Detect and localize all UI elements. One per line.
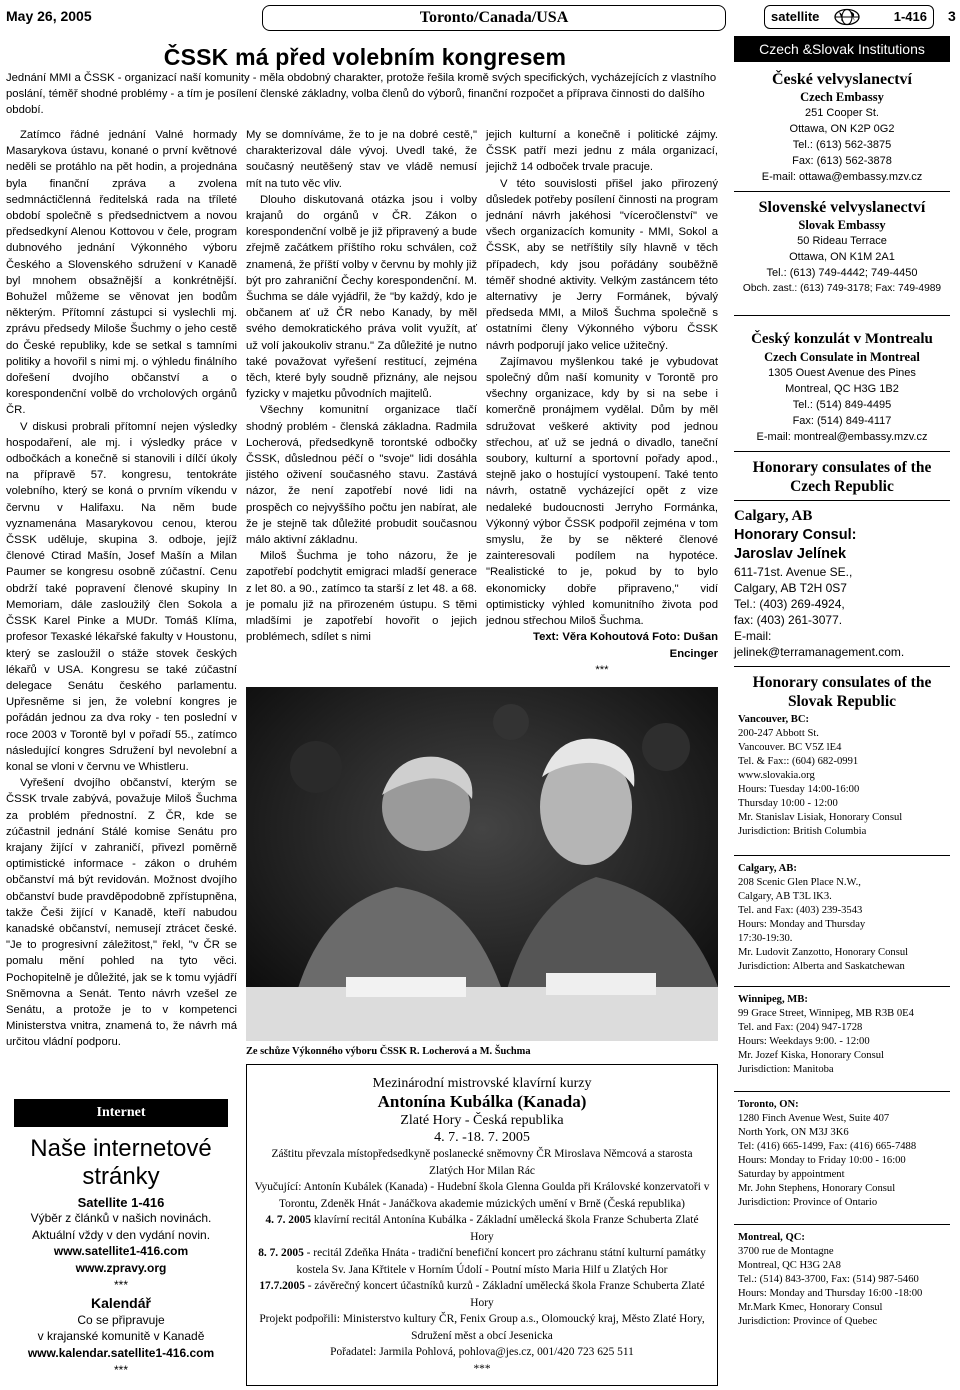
email-line: E-mail: ottawa@embassy.mzv.cz xyxy=(761,171,923,183)
email-label: E-mail: xyxy=(734,629,772,643)
embassy-subtitle: Slovak Embassy xyxy=(798,218,886,232)
ad-patronage: Záštitu převzala místopředsedkyně poslanecké sněmovny ČR Miroslava Němcová a starosta Zlatých Hor Milan Rác xyxy=(271,1148,693,1177)
event-date: 4. 7. 2005 xyxy=(265,1214,312,1226)
ad-organizer: Pořadatel: Jarmila Pohlová, pohlova@jes.cz, 001/420 723 625 511 xyxy=(330,1346,634,1358)
consul-role: Honorary Consul: xyxy=(734,527,857,543)
fax-line: Fax: (613) 562-3878 xyxy=(792,155,892,167)
consul-line: Mr.Mark Kmec, Honorary Consul xyxy=(738,1302,883,1313)
calendar-line: Co se připravuje xyxy=(77,1312,165,1327)
consul-line: 208 Scenic Glen Place N.W., xyxy=(738,877,861,888)
consul-line: 99 Grace Street, Winnipeg, MB R3B 0E4 xyxy=(738,1008,914,1019)
embassy-subtitle: Czech Embassy xyxy=(800,90,884,104)
ad-heading: Mezinárodní mistrovské klavírní kurzy xyxy=(372,1076,592,1091)
consul-line: Tel. and Fax: (403) 239-3543 xyxy=(738,905,863,916)
institutions-banner: Czech &Slovak Institutions xyxy=(734,36,950,62)
brand-number: 1-416 xyxy=(893,9,927,24)
address-line: 251 Cooper St. xyxy=(805,107,879,119)
globe-icon xyxy=(833,8,861,26)
article-column-3 xyxy=(486,127,718,678)
czech-honorary-consul xyxy=(734,507,950,660)
internet-subtitle: Satellite 1-416 xyxy=(77,1195,165,1210)
consul-line: Hours: Monday and Thursday xyxy=(738,919,866,930)
consul-line: Tel.: (514) 843-3700, Fax: (514) 987-5460 xyxy=(738,1274,919,1285)
ad-event-3 xyxy=(253,1278,711,1311)
paragraph: Dlouho diskutovaná otázka jsou i volby krajanů do orgánů v ČR. Zákon o korespondenční volbě je již připravený a bude zřejmě začátkem příštího roku schválen, což znamená, že příští volby v červnu by mohly již být pro zahraniční Čechy korespondenční. M. Šuchma se dále vyjádřil, že "by každý, kdo je občanem ať už ČR nebo Kanady, by měl svého demokratického práva volit využít, ať už volí jakoukoliv stranu." Za důležité je nutno také považovat vyřešení restitucí, zejména těch, které byly soudně přiznány, ale nejsou fyzicky v majetku původních majitelů. xyxy=(246,193,477,401)
issue-date: May 26, 2005 xyxy=(6,8,92,24)
divider xyxy=(734,500,950,501)
fax-line: Fax: (514) 849-4117 xyxy=(792,415,892,427)
ad-dates: 4. 7. -18. 7. 2005 xyxy=(434,1130,530,1145)
consul-line: Mr. John Stephens, Honorary Consul xyxy=(738,1183,896,1194)
consul-line: www.slovakia.org xyxy=(738,770,815,781)
address-line: 611-71st. Avenue SE., xyxy=(734,565,853,579)
separator-stars: *** xyxy=(595,663,609,676)
event-text: - recitál Zdeňka Hnáta - tradiční benefiční koncert pro záchranu státní kulturní památky kostela Sv. Jana Křtitele v Horním Údolí - Poutní místo Maria Hilf u Zlatých Hor xyxy=(296,1247,706,1276)
consulate-subtitle: Czech Consulate in Montreal xyxy=(764,350,920,364)
event-text: - závěrečný koncert účastníků kurzů - Základní umělecká škola Franze Schuberta Zlaté Hory xyxy=(307,1280,705,1309)
phone-line: Tel.: (613) 749-4442; 749-4450 xyxy=(766,267,918,279)
piano-course-ad xyxy=(246,1064,718,1386)
consul-city: Calgary, AB xyxy=(734,508,813,524)
consul-line: 1280 Finch Avenue West, Suite 407 xyxy=(738,1113,890,1124)
consul-city: Toronto, ON: xyxy=(738,1099,799,1110)
phone-line: Tel.: (514) 849-4495 xyxy=(792,399,892,411)
ad-title: Antonína Kubálka (Kanada) xyxy=(377,1092,587,1111)
calendar-line: v krajanské komunitě v Kanadě xyxy=(37,1329,205,1343)
paragraph: V této souvislosti přišel jako přirozený důsledek potřeby posílení činnosti na program jednání návrh jakéhosi "víceročlenství" ve všech organizacích komunity - MMI, Sokol a ČSSK, aby se netříštily síly hlavně v těch případech, kdy jsou pořádány souběžně téměř shodné aktivity. Velkým zastáncem této alternativy je Jerry Formánek, bývalý předseda MMI, a Miloš Šuchma společně s ostatními členy Výkonného výboru ČSSK návrh podporují jako velice užitečný. xyxy=(486,177,718,352)
article-lead: Jednání MMI a ČSSK - organizací naší komunity - měla obdobný charakter, protože řešila kromě svých specifických, vycházejících z vlastního poslání, téměř shodné problémy - a tím je posílení členské základny, volba členů do výborů, finanční rozpočet a příprava činnosti do dalšího období. xyxy=(6,72,717,116)
email-line: E-mail: montreal@embassy.mzv.cz xyxy=(756,431,928,443)
calendar-link[interactable]: www.kalendar.satellite1-416.com xyxy=(27,1345,215,1360)
section-banner: Toronto/Canada/USA xyxy=(262,5,726,31)
internet-box xyxy=(6,1095,236,1385)
divider xyxy=(734,451,950,452)
consul-line: Jurisdiction: Province of Quebec xyxy=(738,1316,878,1327)
meeting-photo xyxy=(246,687,718,1041)
ad-event-2 xyxy=(253,1245,711,1278)
consul-line: 3700 rue de Montagne xyxy=(738,1246,834,1257)
internet-banner: Internet xyxy=(14,1099,228,1127)
embassy-title: České velvyslanectví xyxy=(772,71,912,88)
address-line: Ottawa, ON K1M 2A1 xyxy=(789,251,895,263)
embassy-title: Slovenské velvyslanectví xyxy=(758,199,926,216)
consul-city: Winnipeg, MB: xyxy=(738,994,808,1005)
consul-line: Montreal, QC H3G 2A8 xyxy=(738,1260,841,1271)
ad-location: Zlaté Hory - Česká republika xyxy=(400,1113,564,1128)
consul-line: Jurisdiction: Province of Ontario xyxy=(738,1197,878,1208)
consul-line: Tel. & Fax:: (604) 682-0991 xyxy=(738,756,859,767)
consul-line: Thursday 10:00 - 12:00 xyxy=(738,798,838,809)
paragraph: Zatímco řádné jednání Valné hormady Masarykova ústavu, konané o první květnové neděli se protáhlo na pět hodin, a projednána byla finanční zpráva a zvolena sedmnáctičlenná ředitelská rada na tříleté období společně s předsednictvem a novou předsedkyní Alenou Kottovou v čele, program dubnového jednání Výkonného výboru Českého a Slovenského sdružení v Kanadě byl mnohem obsažnější a konkrétnější. Bohužel můžeme se věnovat jen bodům některým. Přítomní zástupci si vyslechli mj. zprávu předsedy Miloše Šuchmy o jeho cestě do České republiky, kde se setkal s tamními politiky a hovořil s nimi mj. o výhledu finálního dořešení dvojího občanství a o korespondenční volbě do vrcholových orgánů ČR. xyxy=(6,129,237,417)
divider xyxy=(734,986,950,987)
phone-line: Tel.: (403) 269-4924, xyxy=(734,597,845,611)
consul-line: Jurisdiction: Manitoba xyxy=(738,1064,834,1075)
divider xyxy=(734,666,950,667)
masthead-badge xyxy=(764,5,934,29)
consul-city: Montreal, QC: xyxy=(738,1232,805,1243)
honorary-czech-title: Honorary consulates of the Czech Republic xyxy=(752,459,932,495)
brand-name: satellite xyxy=(771,9,820,24)
email-address: jelinek@terramanagement.com. xyxy=(734,645,905,659)
slovak-consul-calgary xyxy=(738,862,950,974)
consul-line: Saturday by appointment xyxy=(738,1169,845,1180)
address-line: Calgary, AB T2H 0S7 xyxy=(734,581,847,595)
divider xyxy=(734,1224,950,1225)
address-line: Ottawa, ON K2P 0G2 xyxy=(789,123,895,135)
phone-line: Obch. zast.: (613) 749-3178; Fax: 749-4989 xyxy=(742,283,942,294)
slovak-consul-vancouver xyxy=(738,713,950,839)
consul-line: 17:30-19:30. xyxy=(738,933,793,944)
consul-line: Hours: Weekdays 9:00. - 12:00 xyxy=(738,1036,870,1047)
consul-line: Mr. Jozef Kiska, Honorary Consul xyxy=(738,1050,884,1061)
consul-city: Vancouver, BC: xyxy=(738,714,810,725)
address-line: 1305 Ouest Avenue des Pines xyxy=(768,367,916,379)
article-column-2 xyxy=(246,127,477,646)
paragraph: Miloš Šuchma je toho názoru, že je zapotřebí podchytit emigraci mladší generace z let 80. a 90., zatímco ta starší z let 48. a 68. je pomalu již na přirozeném ústupu. S těmi mladšími je zapotřebí hovořit o jejich problémech, sdílet s nimi xyxy=(246,550,477,644)
separator-stars: *** xyxy=(113,1278,128,1292)
phone-line: Tel.: (613) 562-3875 xyxy=(792,139,892,151)
address-line: Montreal, QC H3G 1B2 xyxy=(785,383,899,395)
slovak-consul-winnipeg xyxy=(738,993,950,1077)
paragraph: Všechny komunitní organizace tlačí shodný problém - členská základna. Radmila Locherová, předsedkyně torontské odbočky ČSSK, důslednou péčí o "svoje" lidi dosáhla jistého oživení současného stavu. Zastává názor, že není zapotřebí nové lidi na prospěch co nejvyššího počtu jen nabírat, ale že je stejně tak důležité probudit současnou málo aktivní základnu. xyxy=(246,404,477,547)
consul-line: Jurisdiction: British Columbia xyxy=(738,826,867,837)
separator-stars: *** xyxy=(473,1362,491,1375)
ad-event-1 xyxy=(253,1212,711,1245)
consul-line: Hours: Monday to Friday 10:00 - 16:00 xyxy=(738,1155,906,1166)
institutions-sidebar xyxy=(734,36,950,1329)
event-date: 8. 7. 2005 xyxy=(258,1247,304,1259)
consul-line: Calgary, AB T3L lK3. xyxy=(738,891,832,902)
article-credit: Text: Věra Kohoutová Foto: Dušan Encinger xyxy=(533,631,718,660)
consul-city: Calgary, AB: xyxy=(738,863,797,874)
consul-line: Hours: Monday and Thursday 16:00 -18:00 xyxy=(738,1288,923,1299)
ad-teachers: Vyučující: Antonín Kubálek (Kanada) - Hudební škola Glenna Goulda při Královské konzervatoři v Torontu, Zdeněk Hnát - Janáčkova akademie múzických umění v Brně (Česká republika) xyxy=(254,1181,710,1210)
calendar-heading: Kalendář xyxy=(91,1294,151,1311)
address-line: 50 Rideau Terrace xyxy=(797,235,887,247)
page-number: 3 xyxy=(948,8,956,24)
honorary-slovak-title: Honorary consulates of the Slovak Republic xyxy=(752,674,932,710)
czech-embassy xyxy=(734,70,950,185)
divider xyxy=(734,315,950,316)
article-column-1 xyxy=(6,127,237,1051)
consulate-title: Český konzulát v Montrealu xyxy=(751,331,933,347)
website-link[interactable]: www.satellite1-416.com xyxy=(53,1244,189,1258)
consul-line: Hours: Tuesday 14:00-16:00 xyxy=(738,784,860,795)
photo-caption: Ze schůze Výkonného výboru ČSSK R. Locherová a M. Šuchma xyxy=(246,1046,531,1057)
article-title: ČSSK má před volebním kongresem xyxy=(163,44,567,70)
divider xyxy=(734,191,950,192)
paragraph: V diskusi probrali přítomní nejen výsledky hospodaření, ale mj. i výsledky práce v odbočkách a konečně si stanovili i dílčí úkoly na přípravě 57. kongresu, tentokráte volebního, který se koná o prvním víkendu v červnu v Halifaxu. Na něm bude vyznamenána Masarykovou cenou, kterou ČSSK uděluje, skupina 3. odboje, jejíž členové Ctirad Mašín, Josef Mašín a Milan Paumer se kongresu osobně zúčastní. Cenu obdrží také popravení členové skupiny In Memoriam, dále zasloužilý člen Sokola a ČSSK Karel Pinke a MUDr. Tomáš Klíma, profesor Texaské lékařské fakulty v Houstonu, který se zasloužil o stáže stovek českých lékařů v USA. Kongresu se také zúčastní delegace Senátu českého parlamentu. Upřesněme si jen, že volební kongres je pořádán jednou za dva roky - ten poslední v roce 2003 v Torontě byl v pořadí 55., zatímco následující kongres Sdružení byl nevolební a konal se vloni v červnu ve Whistleru. xyxy=(6,420,237,773)
czech-consulate xyxy=(734,330,950,445)
fax-line: fax: (403) 261-3077. xyxy=(734,613,843,627)
consul-line: North York, ON M3J 3K6 xyxy=(738,1127,849,1138)
consul-line: Tel. and Fax: (204) 947-1728 xyxy=(738,1022,863,1033)
consul-line: Mr. Stanislav Lisiak, Honorary Consul xyxy=(738,812,903,823)
divider xyxy=(734,855,950,856)
internet-title: Naše internetové stránky xyxy=(30,1135,212,1190)
slovak-consul-toronto xyxy=(738,1098,950,1210)
event-date: 17.7.2005 xyxy=(259,1280,305,1292)
internet-line: Výběr z článků v našich novinách. xyxy=(30,1211,212,1225)
paragraph: Zajímavou myšlenkou také je vybudovat společný dům naší komunity v Torontě pro všechny organizace, kdy by si na sebe i komerčně pronájmem vydělal. Dům by měl sdružovat veškeré aktivity pod jednou střechou, ať už se jedná o divadlo, taneční soubory, kulturní a sportovní pořady apod., stejně jako o hostující vystoupení. Také tento návrh, ostatně vycházející opět z vize nedaleké budoucnosti Jerryho Formánka, Výkonný výbor ČSSK podpořil zejména v tom smyslu, že by se některé členové zainteresovali podílem na hypotéce. "Realistické to je, pokud by to bylo ekonomicky dobře připraveno," vidí optimisticky výhled komunitního života pod jednou střechou Miloš Šuchma. xyxy=(486,355,718,628)
event-text: klavírní recitál Antonína Kubálka - Základní umělecká škola Franze Schuberta Zlaté Hory xyxy=(313,1214,699,1243)
paragraph: jejich kulturní a konečně i politické zájmy. ČSSK patří mezi jednu z mála organizací, jejichž 14 odboček trvale pracuje. xyxy=(486,129,718,174)
consul-line: Vancouver. BC V5Z lE4 xyxy=(738,742,842,753)
internet-line: Aktuální vždy v den vydání novin. xyxy=(31,1227,211,1242)
photo-image xyxy=(246,687,718,1041)
slovak-consul-montreal xyxy=(738,1231,950,1329)
website-link[interactable]: www.zpravy.org xyxy=(75,1261,167,1275)
consul-line: Tel: (416) 665-1499, Fax: (416) 665-7488 xyxy=(738,1141,917,1152)
slovak-embassy xyxy=(734,198,950,297)
consul-name: Jaroslav Jelínek xyxy=(734,546,847,562)
ad-partners: Projekt podpořili: Ministerstvo kultury ČR, Fenix Group a.s., Olomoucký kraj, Město Zlaté Hory, Sdružení měst a obcí Jesenicka xyxy=(259,1313,705,1342)
consul-line: Mr. Ludovit Zanzotto, Honorary Consul xyxy=(738,947,909,958)
separator-stars: *** xyxy=(113,1362,128,1377)
paragraph: Vyřešení dvojího občanství, kterým se ČSSK trvale zabývá, považuje Miloš Šuchma za problém přednostní. Z ČR, kde se zúčastnil jednání Stálé komise Senátu pro krajany žijící v zahraničí, přivezl poměrně optimistické informace - zákon o druhém občanství má být revidován. Možnost dvojího občanství bude pravděpodobně zpřístupněna, takže Češi žijící v Kanadě, kteří nabudou kanadské občanství, nemusejí ztrácet české. "Je to progresivní záležitost," řekl, "v ČR se pomalu mění pohled na tyto věci. Pochopitelně je důležité, jak se k tomu vyjádří Sněmovna a Senát. Tento návrh vzešel ze Senátu, a protože je to v kompetenci Ministerstva vnitra, znamená to, že návrh má určitou vládní podporu. xyxy=(6,777,237,1049)
paragraph: My se domníváme, že to je na dobré cestě," charakterizoval dále vývoj. Uvedl také, že současný neutěšený stav ve vládě nemusí mít na tuto věc vliv. xyxy=(246,129,477,190)
consul-line: 200-247 Abbott St. xyxy=(738,728,819,739)
consul-line: Jurisdiction: Alberta and Saskatchewan xyxy=(738,961,905,972)
divider xyxy=(734,1091,950,1092)
